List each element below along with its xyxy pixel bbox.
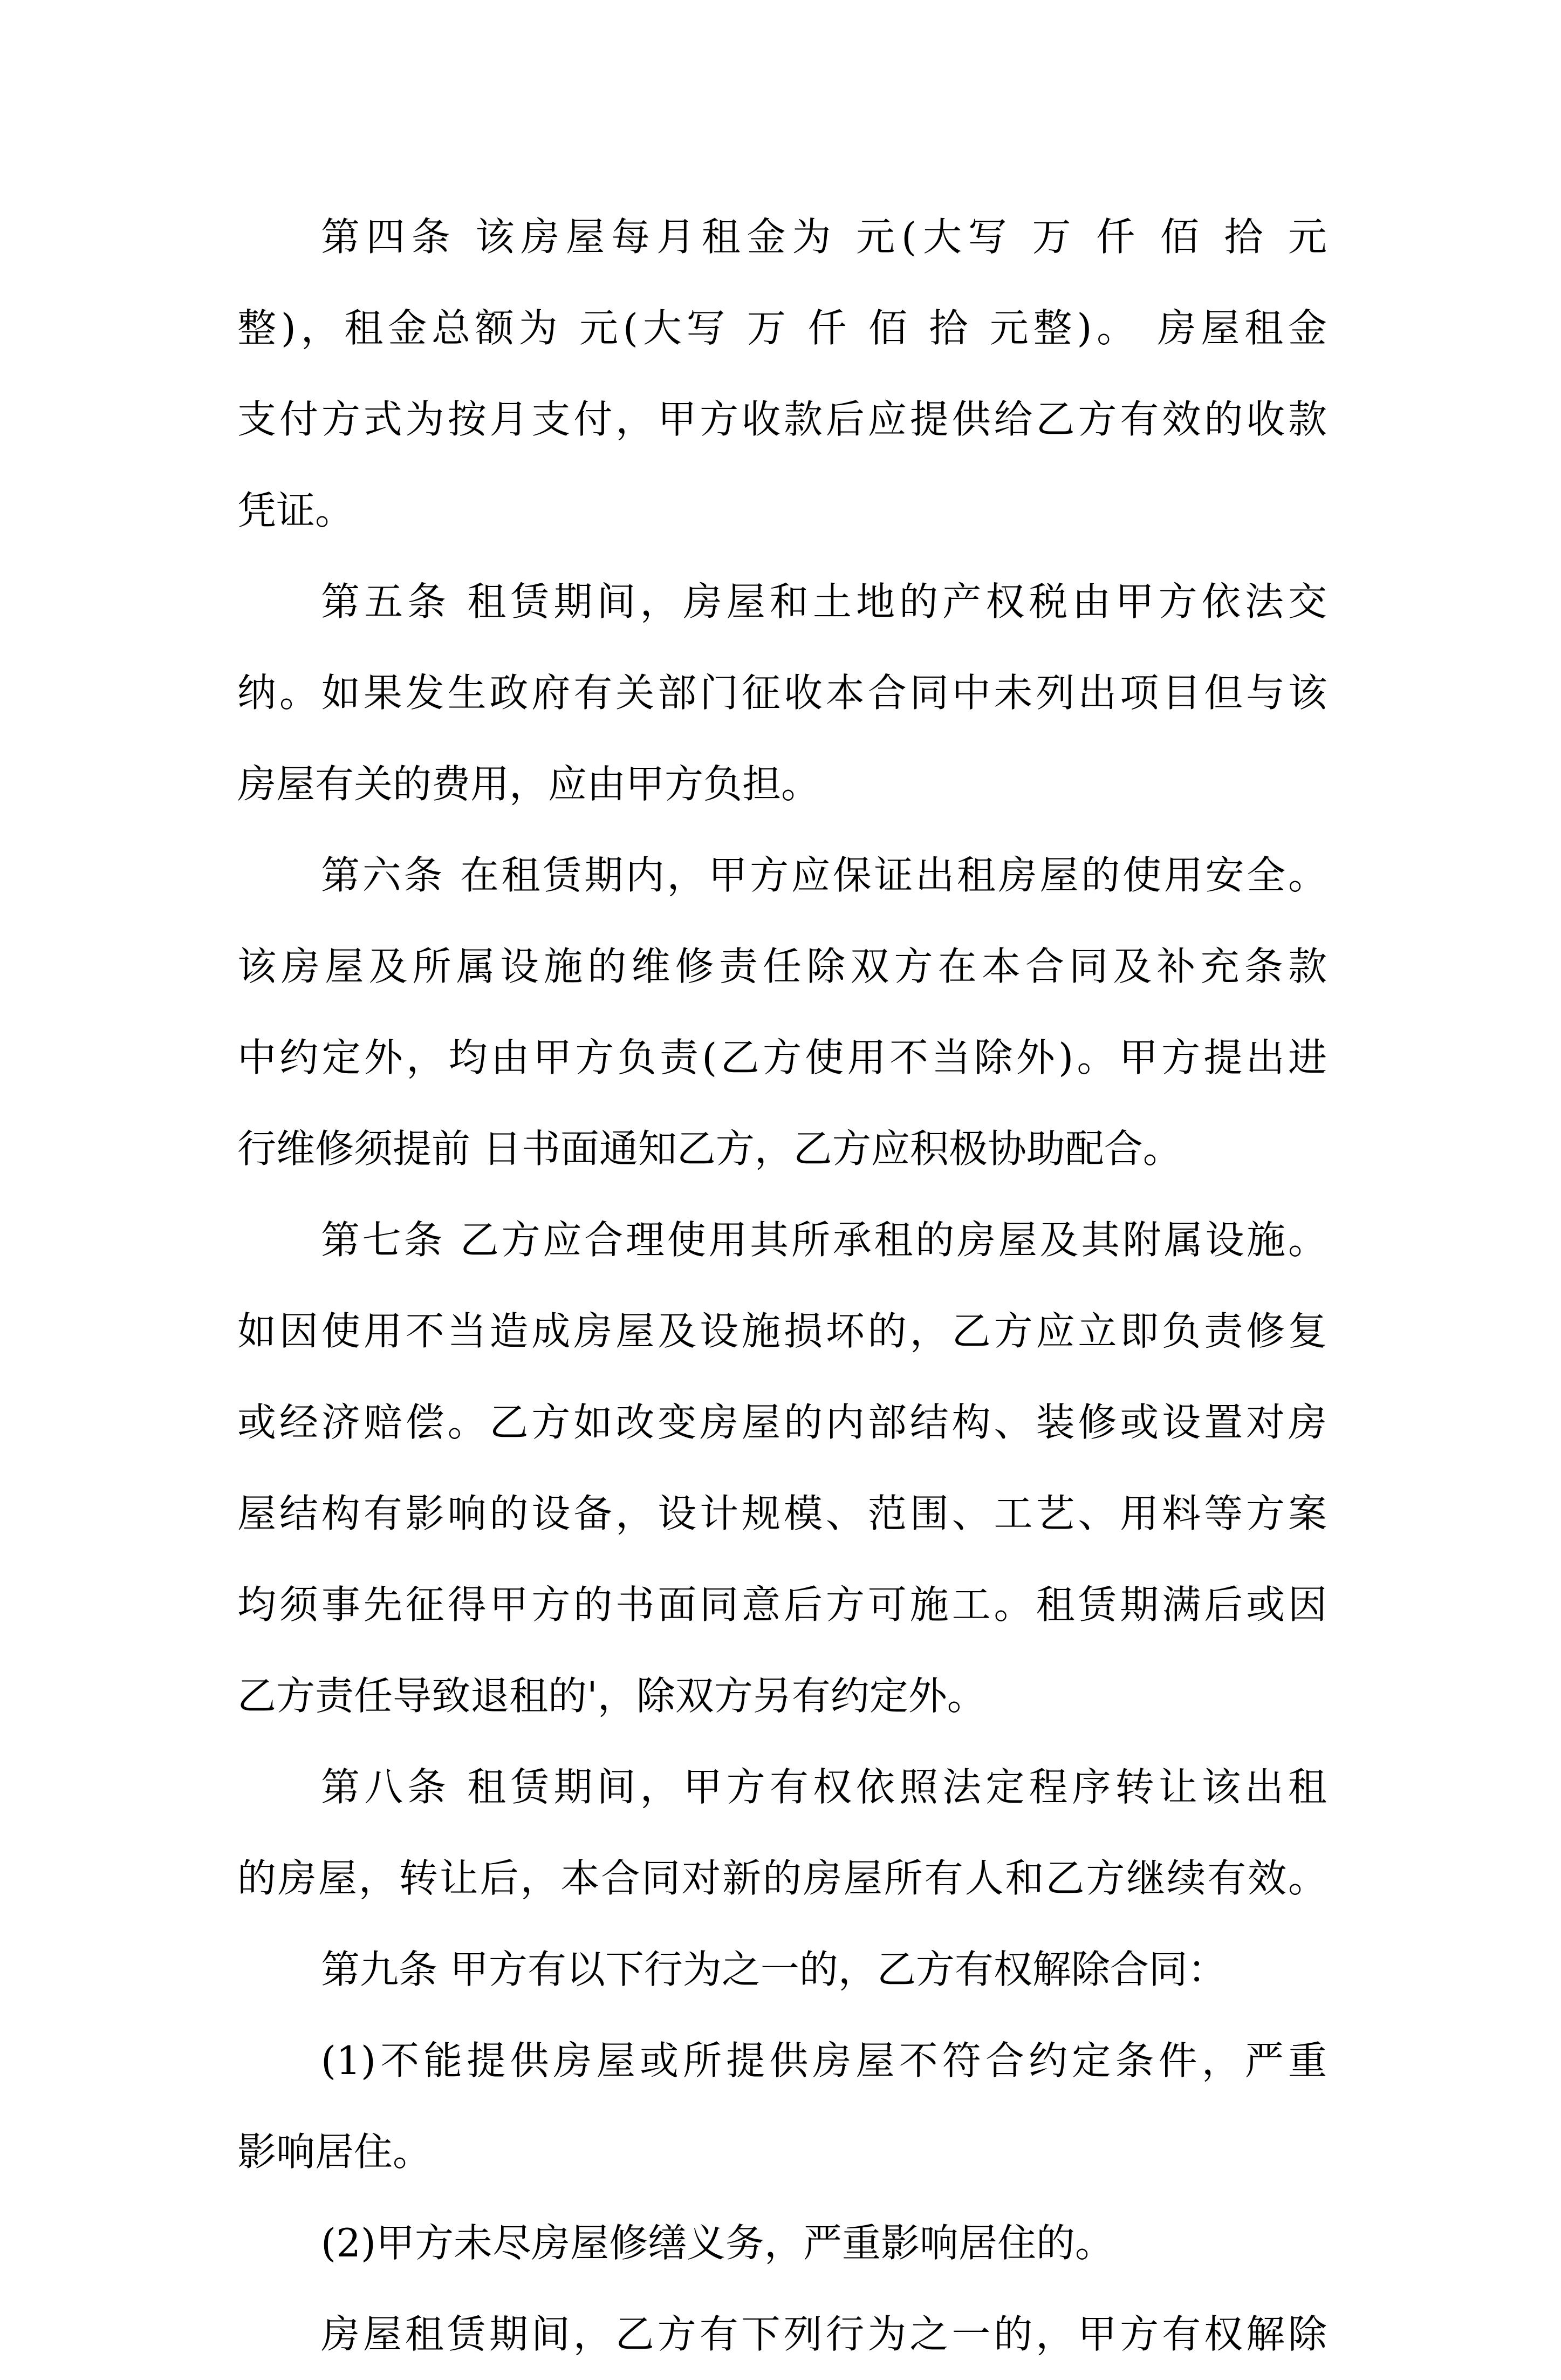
paragraph-line: 第五条 租赁期间，房屋和土地的产权税由甲方依法交 [321,579,1327,624]
paragraph-line: 第四条 该房屋每月租金为 元(大写 万 仟 佰 拾 元 [321,214,1327,260]
paragraph-line: 影响居住。 [237,2129,432,2174]
document-body [237,192,1327,2380]
paragraph-line: 房屋租赁期间，乙方有下列行为之一的，甲方有权解除 [321,2311,1327,2357]
paragraph-line: (2)甲方未尽房屋修缮义务，严重影响居住的。 [321,2220,1114,2266]
paragraph-line: 纳。如果发生政府有关部门征收本合同中未列出项目但与该 [237,670,1327,715]
paragraph-line: 或经济赔偿。乙方如改变房屋的内部结构、装修或设置对房 [237,1400,1327,1445]
paragraph-line: 的房屋，转让后，本合同对新的房屋所有人和乙方继续有效。 [237,1856,1327,1901]
paragraph-line: (1)不能提供房屋或所提供房屋不符合约定条件，严重 [321,2038,1327,2083]
paragraph-line: 凭证。 [237,488,354,533]
paragraph-line: 屋结构有影响的设备，设计规模、范围、工艺、用料等方案 [237,1491,1327,1536]
paragraph-line: 第六条 在租赁期内，甲方应保证出租房屋的使用安全。 [321,853,1327,898]
paragraph-line: 中约定外，均由甲方负责(乙方使用不当除外)。甲方提出进 [237,1035,1327,1080]
paragraph-line: 该房屋及所属设施的维修责任除双方在本合同及补充条款 [237,944,1327,989]
paragraph-line: 第七条 乙方应合理使用其所承租的房屋及其附属设施。 [321,1217,1327,1263]
paragraph-line: 乙方责任导致退租的'，除双方另有约定外。 [237,1673,986,1718]
paragraph-line: 如因使用不当造成房屋及设施损坏的，乙方应立即负责修复 [237,1308,1327,1354]
paragraph-line: 支付方式为按月支付，甲方收款后应提供给乙方有效的收款 [237,397,1327,442]
paragraph-line: 第九条 甲方有以下行为之一的，乙方有权解除合同： [321,1947,1227,1992]
paragraph-line: 均须事先征得甲方的书面同意后方可施工。租赁期满后或因 [237,1582,1327,1627]
paragraph-line: 整)，租金总额为 元(大写 万 仟 佰 拾 元整)。 房屋租金 [237,305,1327,351]
paragraph-line: 行维修须提前 日书面通知乙方，乙方应积极协助配合。 [237,1126,1182,1171]
paragraph-line: 第八条 租赁期间，甲方有权依照法定程序转让该出租 [321,1764,1327,1810]
paragraph-line: 房屋有关的费用，应由甲方负担。 [237,761,820,807]
